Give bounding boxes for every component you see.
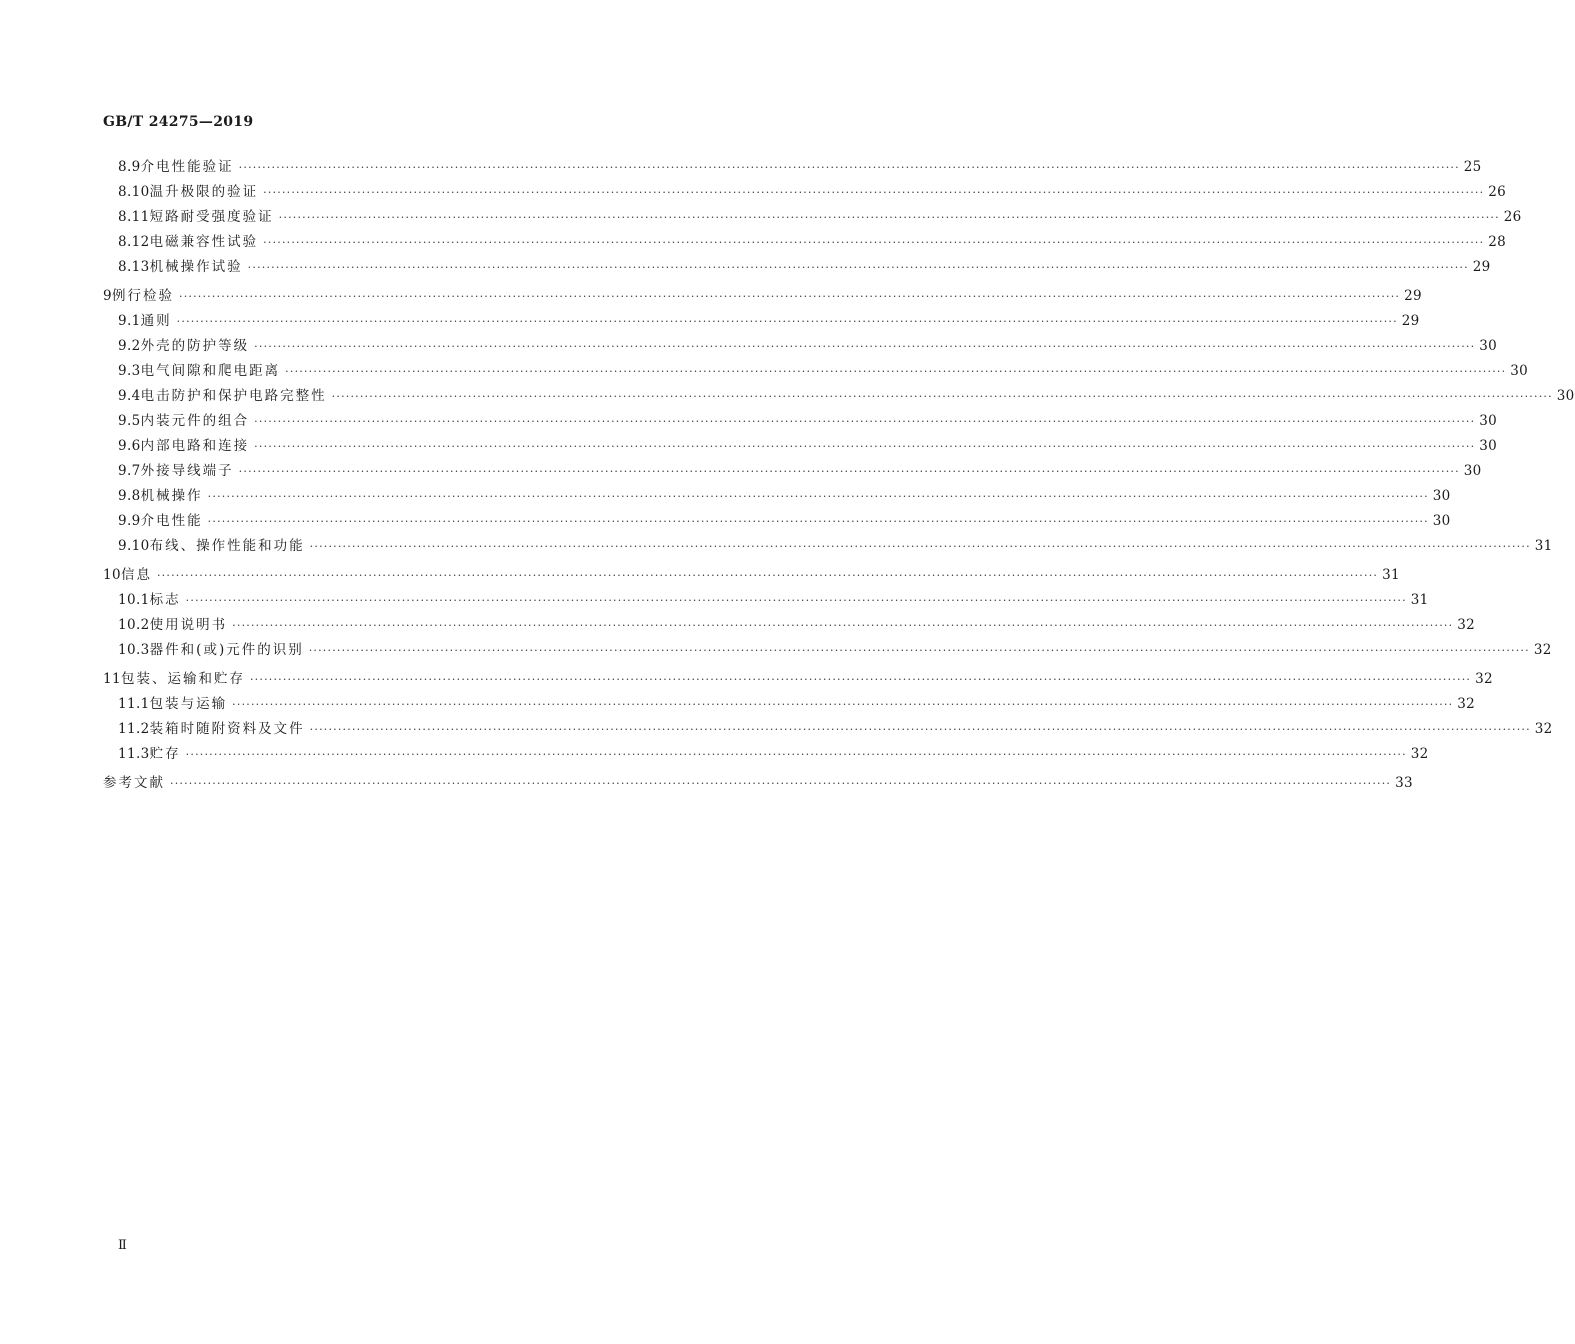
toc-leader-dots: ···································································································································································································································································· <box>156 569 1379 582</box>
toc-leader-dots: ···································································································································································································································································· <box>308 644 1530 657</box>
toc-entry-title: 包装与运输 <box>149 696 228 712</box>
toc-entry-page: 32 <box>1533 642 1552 658</box>
toc-entry-title: 内部电路和连接 <box>140 438 250 454</box>
toc-entry-page: 32 <box>1475 671 1493 687</box>
toc-entry-title: 器件和(或)元件的识别 <box>149 642 304 658</box>
toc-entry-page: 32 <box>1534 721 1553 737</box>
toc-entry-page: 31 <box>1534 538 1553 554</box>
toc-entry-number: 11.1 <box>118 696 150 712</box>
toc-entry-number: 9.5 <box>118 413 141 429</box>
toc-entry-page: 33 <box>1395 775 1413 791</box>
toc-leader-dots: ···································································································································································································································································· <box>254 415 1476 428</box>
toc-entry-number: 10.2 <box>118 617 150 633</box>
toc-leader-dots: ···································································································································································································································································· <box>247 261 1469 274</box>
toc-entry-title: 电击防护和保护电路完整性 <box>140 388 327 404</box>
toc-entry-title: 标志 <box>149 592 181 608</box>
toc-entry-number: 9.1 <box>118 313 141 329</box>
toc-entry-page: 30 <box>1479 338 1498 354</box>
toc-entry-title: 电磁兼容性试验 <box>149 234 259 250</box>
toc-entry[interactable] <box>103 230 1507 255</box>
toc-entry-number: 9.10 <box>118 538 150 554</box>
toc-leader-dots: ···································································································································································································································································· <box>238 465 1460 478</box>
toc-entry-title: 介电性能验证 <box>140 159 234 175</box>
toc-entry-page: 30 <box>1432 513 1451 529</box>
toc-entry[interactable] <box>103 771 1413 796</box>
toc-entry[interactable] <box>103 309 1420 334</box>
toc-entry-number: 11 <box>103 671 121 687</box>
toc-entry[interactable] <box>103 717 1553 742</box>
toc-leader-dots: ···································································································································································································································································· <box>185 594 1407 607</box>
toc-entry-number: 11.3 <box>118 746 150 762</box>
toc-entry[interactable] <box>103 613 1476 638</box>
toc-entry-page: 32 <box>1457 617 1476 633</box>
toc-entry-page: 30 <box>1479 438 1498 454</box>
toc-entry-title: 介电性能 <box>140 513 203 529</box>
page-number-footer: Ⅱ <box>118 1238 127 1253</box>
toc-entry-number: 10.3 <box>118 642 150 658</box>
toc-leader-dots: ···································································································································································································································································· <box>249 673 1472 686</box>
toc-entry-number: 8.10 <box>118 184 150 200</box>
toc-entry[interactable] <box>103 692 1476 717</box>
toc-entry[interactable] <box>103 409 1498 434</box>
toc-entry[interactable] <box>103 534 1553 559</box>
toc-entry-title: 贮存 <box>149 746 181 762</box>
toc-entry[interactable] <box>103 459 1482 484</box>
toc-leader-dots: ···································································································································································································································································· <box>238 161 1460 174</box>
toc-entry-title: 短路耐受强度验证 <box>149 209 274 225</box>
toc-leader-dots: ···································································································································································································································································· <box>232 619 1454 632</box>
toc-leader-dots: ···································································································································································································································································· <box>309 723 1531 736</box>
toc-entry-number: 11.2 <box>118 721 150 737</box>
toc-leader-dots: ···································································································································································································································································· <box>263 186 1485 199</box>
toc-entry-number: 9.6 <box>118 438 141 454</box>
toc-entry-title: 信息 <box>120 567 152 583</box>
toc-entry-page: 28 <box>1488 234 1507 250</box>
toc-entry-number: 8.9 <box>118 159 141 175</box>
toc-entry-title: 机械操作试验 <box>149 259 243 275</box>
toc-entry-title: 外壳的防护等级 <box>140 338 250 354</box>
toc-entry[interactable] <box>103 384 1575 409</box>
toc-entry[interactable] <box>103 667 1493 692</box>
toc-leader-dots: ···································································································································································································································································· <box>176 315 1398 328</box>
toc-entry-page: 29 <box>1404 288 1422 304</box>
toc-entry-number: 8.11 <box>118 209 150 225</box>
toc-entry-title: 布线、操作性能和功能 <box>149 538 305 554</box>
toc-leader-dots: ···································································································································································································································································· <box>232 698 1454 711</box>
toc-entry[interactable] <box>103 205 1522 230</box>
toc-entry-page: 30 <box>1432 488 1451 504</box>
toc-entry-number: 10 <box>103 567 121 583</box>
toc-entry[interactable] <box>103 563 1400 588</box>
toc-entry-number: 9.3 <box>118 363 141 379</box>
toc-entry[interactable] <box>103 255 1491 280</box>
toc-entry-number: 8.13 <box>118 259 150 275</box>
toc-entry[interactable] <box>103 434 1498 459</box>
toc-entry[interactable] <box>103 180 1507 205</box>
toc-entry[interactable] <box>103 284 1422 309</box>
toc-entry-page: 30 <box>1510 363 1529 379</box>
toc-entry-number: 9.8 <box>118 488 141 504</box>
toc-entry-number: 9.9 <box>118 513 141 529</box>
table-of-contents <box>103 155 1575 796</box>
toc-entry-title: 内装元件的组合 <box>140 413 250 429</box>
toc-entry[interactable] <box>103 334 1498 359</box>
toc-entry[interactable] <box>103 588 1429 613</box>
toc-leader-dots: ···································································································································································································································································· <box>207 490 1429 503</box>
toc-entry[interactable] <box>103 742 1429 767</box>
toc-leader-dots: ···································································································································································································································································· <box>185 748 1407 761</box>
toc-entry-title: 包装、运输和贮存 <box>120 671 245 687</box>
toc-entry[interactable] <box>103 509 1451 534</box>
toc-entry-page: 30 <box>1479 413 1498 429</box>
toc-entry-title: 装箱时随附资料及文件 <box>149 721 305 737</box>
toc-entry-title: 电气间隙和爬电距离 <box>140 363 281 379</box>
toc-entry-number: 9 <box>103 288 112 304</box>
toc-entry-page: 32 <box>1457 696 1476 712</box>
toc-entry-page: 31 <box>1382 567 1400 583</box>
toc-entry-page: 29 <box>1401 313 1420 329</box>
toc-entry-page: 30 <box>1463 463 1482 479</box>
toc-leader-dots: ···································································································································································································································································· <box>254 440 1476 453</box>
toc-entry-number: 9.7 <box>118 463 141 479</box>
toc-entry-title: 例行检验 <box>112 288 174 304</box>
toc-entry[interactable] <box>103 359 1529 384</box>
toc-entry[interactable] <box>103 155 1482 180</box>
toc-leader-dots: ···································································································································································································································································· <box>331 390 1553 403</box>
toc-leader-dots: ···································································································································································································································································· <box>278 211 1500 224</box>
toc-entry-title: 参考文献 <box>103 775 165 791</box>
toc-entry-title: 机械操作 <box>140 488 203 504</box>
toc-leader-dots: ···································································································································································································································································· <box>207 515 1429 528</box>
toc-entry-page: 26 <box>1503 209 1522 225</box>
toc-leader-dots: ···································································································································································································································································· <box>309 540 1531 553</box>
toc-entry-page: 25 <box>1463 159 1482 175</box>
toc-entry-number: 8.12 <box>118 234 150 250</box>
toc-entry[interactable] <box>103 484 1451 509</box>
toc-leader-dots: ···································································································································································································································································· <box>179 290 1401 303</box>
toc-leader-dots: ···································································································································································································································································· <box>170 777 1392 790</box>
toc-entry-title: 通则 <box>140 313 172 329</box>
toc-entry-title: 温升极限的验证 <box>149 184 259 200</box>
toc-leader-dots: ···································································································································································································································································· <box>285 365 1507 378</box>
toc-entry-page: 26 <box>1488 184 1507 200</box>
toc-entry-title: 使用说明书 <box>149 617 228 633</box>
toc-entry[interactable] <box>103 638 1552 663</box>
toc-entry-title: 外接导线端子 <box>140 463 234 479</box>
toc-entry-number: 9.4 <box>118 388 141 404</box>
toc-entry-number: 10.1 <box>118 592 150 608</box>
document-code-header: GB/T 24275—2019 <box>103 114 254 130</box>
toc-entry-page: 29 <box>1472 259 1491 275</box>
toc-leader-dots: ···································································································································································································································································· <box>254 340 1476 353</box>
toc-entry-page: 32 <box>1410 746 1429 762</box>
toc-entry-number: 9.2 <box>118 338 141 354</box>
toc-leader-dots: ···································································································································································································································································· <box>263 236 1485 249</box>
toc-entry-page: 31 <box>1410 592 1429 608</box>
toc-entry-page: 30 <box>1556 388 1575 404</box>
